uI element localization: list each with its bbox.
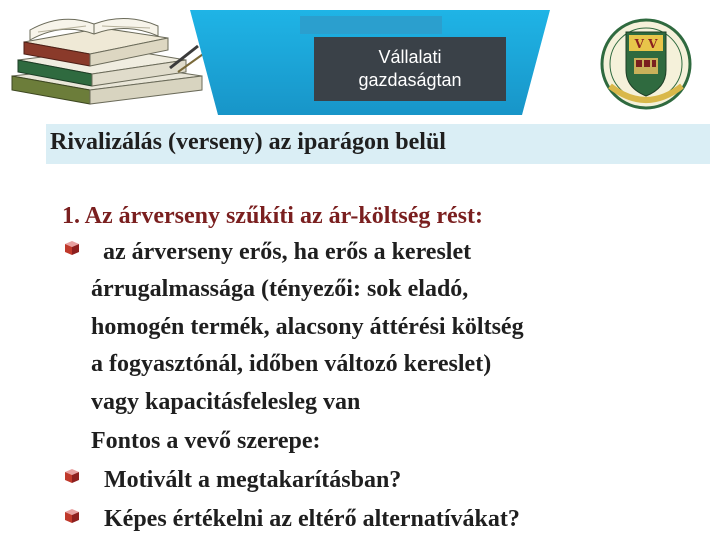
bullet-text-2: árrugalmassága (tényezői: sok eladó, bbox=[91, 276, 469, 302]
red-cube-bullet-icon bbox=[64, 240, 80, 256]
slide-header bbox=[0, 0, 720, 115]
banner-title-line1: Vállalati bbox=[378, 47, 442, 67]
bullet-text-5: vagy kapacitásfelesleg van bbox=[91, 389, 361, 415]
banner-title bbox=[314, 37, 506, 101]
bullet-text-3: homogén termék, alacsony áttérési költség bbox=[91, 314, 524, 340]
university-crest-icon bbox=[598, 14, 694, 114]
bullet-text-8: Képes értékelni az eltérő alternatívákat? bbox=[104, 506, 520, 532]
banner-title-line2: gazdaságtan bbox=[358, 70, 462, 90]
crest-letters: V V bbox=[634, 37, 658, 51]
bullet-text-1: az árverseny erős, ha erős a kereslet bbox=[103, 239, 472, 265]
red-cube-bullet-icon bbox=[64, 468, 80, 484]
bullet-text-6: Fontos a vevő szerepe: bbox=[91, 428, 321, 454]
bullet-text-4: a fogyasztónál, időben változó kereslet) bbox=[91, 351, 492, 377]
bullet-text-7: Motivált a megtakarításban? bbox=[104, 467, 402, 493]
numbered-item-1: 1. Az árverseny szűkíti az ár-költség rést: bbox=[62, 203, 484, 229]
slide-title: Rivalizálás (verseny) az iparágon belül bbox=[50, 129, 446, 155]
red-cube-bullet-icon bbox=[64, 508, 80, 524]
